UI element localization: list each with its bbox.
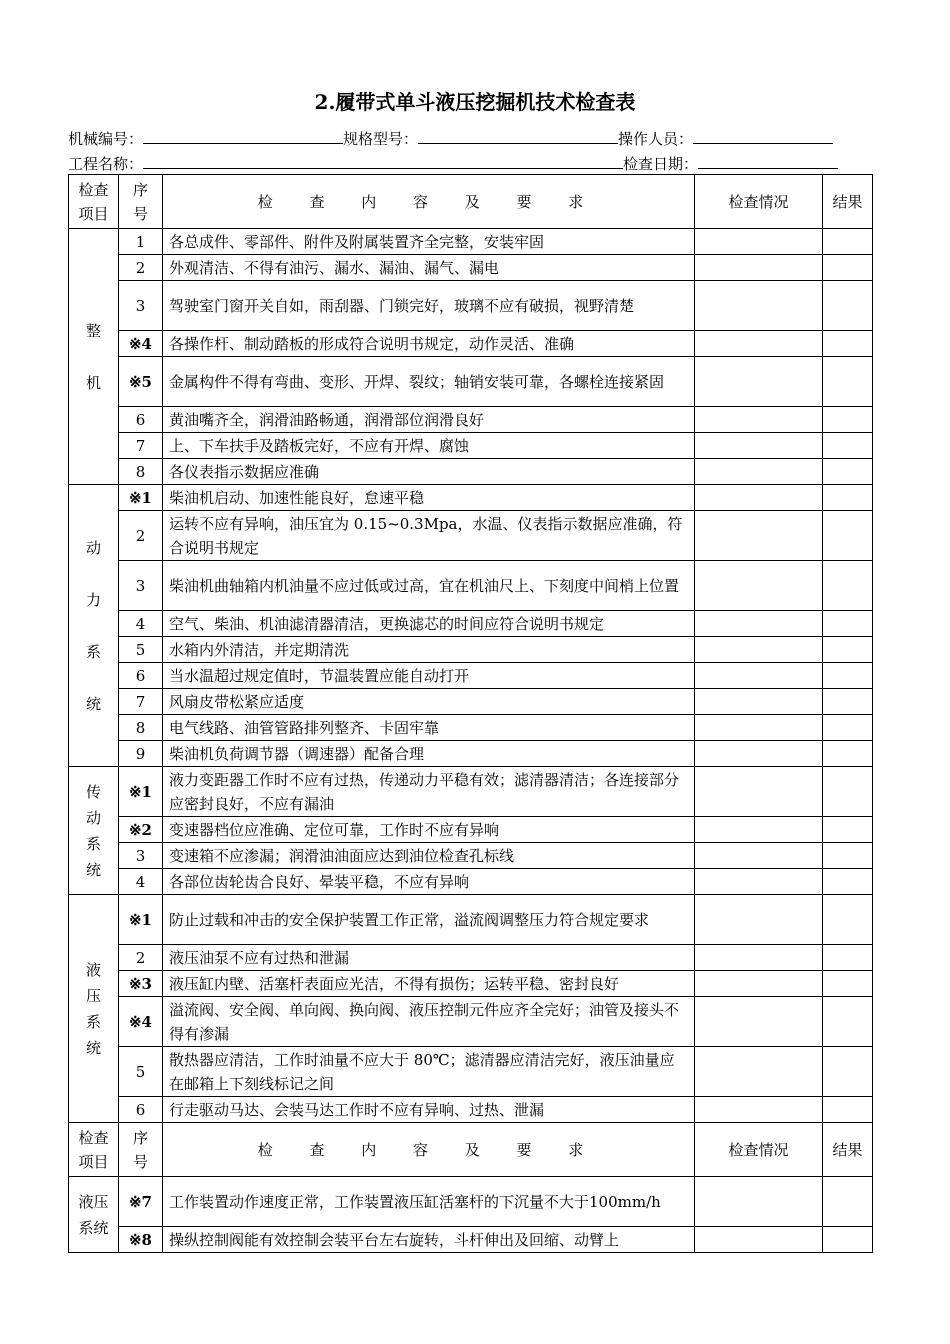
check-status-cell[interactable]: [695, 767, 823, 817]
meta-row-1: [68, 128, 833, 149]
table-row: [69, 895, 873, 945]
check-status-cell[interactable]: [695, 611, 823, 637]
item-number: ※3: [119, 971, 163, 997]
check-status-cell[interactable]: [695, 1177, 823, 1227]
page-title: 2.履带式单斗液压挖掘机技术检查表: [314, 90, 636, 114]
check-status-cell[interactable]: [695, 741, 823, 767]
model-field[interactable]: [418, 129, 618, 144]
item-requirement: 操纵控制阀能有效控制会装平台左右旋转，斗杆伸出及回缩、动臂上: [163, 1227, 695, 1253]
table-header-repeat: [69, 1123, 873, 1177]
category-hyd: 液 压 系 统: [69, 895, 119, 1123]
table-row: [69, 229, 873, 255]
result-cell[interactable]: [823, 407, 873, 433]
header-status: 检查情况: [695, 1123, 823, 1177]
result-cell[interactable]: [823, 433, 873, 459]
item-number: ※1: [119, 485, 163, 511]
item-number: 8: [119, 715, 163, 741]
item-number: ※1: [119, 895, 163, 945]
result-cell[interactable]: [823, 561, 873, 611]
check-status-cell[interactable]: [695, 229, 823, 255]
result-cell[interactable]: [823, 895, 873, 945]
table-row: [69, 485, 873, 511]
header-item: 检查 项目: [69, 1123, 119, 1177]
table-row: [69, 511, 873, 561]
item-number: ※2: [119, 817, 163, 843]
check-date-label: 检查日期：: [623, 155, 699, 173]
result-cell[interactable]: [823, 971, 873, 997]
check-status-cell[interactable]: [695, 1047, 823, 1097]
check-status-cell[interactable]: [695, 945, 823, 971]
table-row: [69, 611, 873, 637]
item-requirement: 工作装置动作速度正常，工作装置液压缸活塞杆的下沉量不大于100mm/h: [163, 1177, 695, 1227]
machine-no-field[interactable]: [143, 129, 343, 144]
table-row: [69, 561, 873, 611]
item-number: 1: [119, 229, 163, 255]
result-cell[interactable]: [823, 611, 873, 637]
table-row: [69, 843, 873, 869]
result-cell[interactable]: [823, 997, 873, 1047]
item-requirement: 行走驱动马达、会装马达工作时不应有异响、过热、泄漏: [163, 1097, 695, 1123]
project-label: 工程名称：: [68, 155, 144, 173]
table-row: [69, 971, 873, 997]
check-status-cell[interactable]: [695, 407, 823, 433]
machine-no-label: 机械编号：: [68, 130, 144, 148]
result-cell[interactable]: [823, 817, 873, 843]
item-number: 2: [119, 511, 163, 561]
result-cell[interactable]: [823, 511, 873, 561]
item-requirement: 变速箱不应渗漏；润滑油油面应达到油位检查孔标线: [163, 843, 695, 869]
table-row: [69, 1177, 873, 1227]
table-row: [69, 331, 873, 357]
result-cell[interactable]: [823, 689, 873, 715]
operator-field[interactable]: [693, 129, 833, 144]
project-field[interactable]: [143, 154, 623, 169]
table-row: [69, 689, 873, 715]
item-requirement: 黄油嘴齐全，润滑油路畅通，润滑部位润滑良好: [163, 407, 695, 433]
check-status-cell[interactable]: [695, 281, 823, 331]
item-number: ※7: [119, 1177, 163, 1227]
item-number: ※4: [119, 997, 163, 1047]
item-number: 4: [119, 611, 163, 637]
item-number: 5: [119, 637, 163, 663]
result-cell[interactable]: [823, 331, 873, 357]
inspection-table: [68, 174, 873, 1253]
item-requirement: 各总成件、零部件、附件及附属装置齐全完整，安装牢固: [163, 229, 695, 255]
item-requirement: 柴油机负荷调节器（调速器）配备合理: [163, 741, 695, 767]
table-row: [69, 433, 873, 459]
header-seq: 序 号: [119, 175, 163, 229]
model-label: 规格型号：: [343, 130, 419, 148]
item-requirement: 当水温超过规定值时，节温装置应能自动打开: [163, 663, 695, 689]
item-number: 3: [119, 281, 163, 331]
item-requirement: 溢流阀、安全阀、单向阀、换向阀、液压控制元件应齐全完好；油管及接头不得有渗漏: [163, 997, 695, 1047]
table-row: [69, 741, 873, 767]
result-cell[interactable]: [823, 945, 873, 971]
item-requirement: 液压油泵不应有过热和泄漏: [163, 945, 695, 971]
item-requirement: 各仪表指示数据应准确: [163, 459, 695, 485]
item-number: 4: [119, 869, 163, 895]
item-number: 7: [119, 689, 163, 715]
check-status-cell[interactable]: [695, 485, 823, 511]
result-cell[interactable]: [823, 741, 873, 767]
table-row: [69, 817, 873, 843]
item-number: 6: [119, 663, 163, 689]
result-cell[interactable]: [823, 255, 873, 281]
item-requirement: 电气线路、油管管路排列整齐、卡固牢靠: [163, 715, 695, 741]
item-requirement: 防止过载和冲击的安全保护装置工作正常，溢流阀调整压力符合规定要求: [163, 895, 695, 945]
check-status-cell[interactable]: [695, 971, 823, 997]
item-number: ※4: [119, 331, 163, 357]
category-hyd2: 液压 系统: [69, 1177, 119, 1253]
check-status-cell[interactable]: [695, 637, 823, 663]
result-cell[interactable]: [823, 715, 873, 741]
check-status-cell[interactable]: [695, 843, 823, 869]
check-status-cell[interactable]: [695, 689, 823, 715]
item-requirement: 风扇皮带松紧应适度: [163, 689, 695, 715]
result-cell[interactable]: [823, 1047, 873, 1097]
header-result: 结果: [823, 1123, 873, 1177]
header-item: 检查 项目: [69, 175, 119, 229]
item-number: 3: [119, 843, 163, 869]
table-row: [69, 1097, 873, 1123]
table-row: [69, 663, 873, 689]
item-number: 2: [119, 255, 163, 281]
category-whole: 整 机: [69, 229, 119, 485]
item-requirement: 散热器应清洁，工作时油量不应大于 80℃；滤清器应清洁完好，液压油量应在邮箱上下刻线标记之间: [163, 1047, 695, 1097]
check-status-cell[interactable]: [695, 1227, 823, 1253]
check-status-cell[interactable]: [695, 715, 823, 741]
category-power: 动 力 系 统: [69, 485, 119, 767]
item-number: 5: [119, 1047, 163, 1097]
result-cell[interactable]: [823, 637, 873, 663]
item-requirement: 金属构件不得有弯曲、变形、开焊、裂纹；轴销安装可靠，各螺栓连接紧固: [163, 357, 695, 407]
item-number: 3: [119, 561, 163, 611]
item-requirement: 柴油机启动、加速性能良好，怠速平稳: [163, 485, 695, 511]
result-cell[interactable]: [823, 869, 873, 895]
item-requirement: 液压缸内壁、活塞杆表面应光洁，不得有损伤；运转平稳、密封良好: [163, 971, 695, 997]
table-row: [69, 715, 873, 741]
check-status-cell[interactable]: [695, 817, 823, 843]
item-requirement: 变速器档位应准确、定位可靠，工作时不应有异响: [163, 817, 695, 843]
check-status-cell[interactable]: [695, 255, 823, 281]
item-requirement: 运转不应有异响，油压宜为 0.15~0.3Mpa，水温、仪表指示数据应准确，符合说明书规定: [163, 511, 695, 561]
result-cell[interactable]: [823, 485, 873, 511]
item-number: 2: [119, 945, 163, 971]
result-cell[interactable]: [823, 1227, 873, 1253]
table-row: [69, 357, 873, 407]
table-row: [69, 1227, 873, 1253]
check-status-cell[interactable]: [695, 511, 823, 561]
check-status-cell[interactable]: [695, 357, 823, 407]
result-cell[interactable]: [823, 663, 873, 689]
item-requirement: 空气、柴油、机油滤清器清洁，更换滤芯的时间应符合说明书规定: [163, 611, 695, 637]
item-number: ※8: [119, 1227, 163, 1253]
table-row: [69, 869, 873, 895]
table-row: [69, 407, 873, 433]
check-status-cell[interactable]: [695, 895, 823, 945]
result-cell[interactable]: [823, 357, 873, 407]
item-number: 6: [119, 407, 163, 433]
table-row: [69, 281, 873, 331]
check-status-cell[interactable]: [695, 331, 823, 357]
check-status-cell[interactable]: [695, 663, 823, 689]
item-number: 8: [119, 459, 163, 485]
table-row: [69, 997, 873, 1047]
table-row: [69, 945, 873, 971]
item-requirement: 外观清洁、不得有油污、漏水、漏油、漏气、漏电: [163, 255, 695, 281]
header-result: 结果: [823, 175, 873, 229]
item-requirement: 柴油机曲轴箱内机油量不应过低或过高，宜在机油尺上、下刻度中间梢上位置: [163, 561, 695, 611]
result-cell[interactable]: [823, 281, 873, 331]
item-number: 6: [119, 1097, 163, 1123]
header-status: 检查情况: [695, 175, 823, 229]
item-number: 9: [119, 741, 163, 767]
item-requirement: 驾驶室门窗开关自如，雨刮器、门锁完好，玻璃不应有破损，视野清楚: [163, 281, 695, 331]
item-requirement: 水箱内外清洁，并定期清洗: [163, 637, 695, 663]
operator-label: 操作人员：: [618, 130, 694, 148]
table-header: [69, 175, 873, 229]
item-requirement: 各部位齿轮齿合良好、晕装平稳，不应有异响: [163, 869, 695, 895]
result-cell[interactable]: [823, 843, 873, 869]
item-requirement: 各操作杆、制动踏板的形成符合说明书规定，动作灵活、准确: [163, 331, 695, 357]
table-row: [69, 637, 873, 663]
header-content: 检 查 内 容 及 要 求: [163, 175, 695, 229]
result-cell[interactable]: [823, 459, 873, 485]
check-status-cell[interactable]: [695, 997, 823, 1047]
table-row: [69, 255, 873, 281]
check-status-cell[interactable]: [695, 459, 823, 485]
category-trans: 传 动 系 统: [69, 767, 119, 895]
item-number: ※5: [119, 357, 163, 407]
item-number: ※1: [119, 767, 163, 817]
result-cell[interactable]: [823, 767, 873, 817]
check-status-cell[interactable]: [695, 869, 823, 895]
meta-row-2: [68, 153, 838, 174]
table-row: [69, 767, 873, 817]
check-status-cell[interactable]: [695, 433, 823, 459]
header-seq: 序 号: [119, 1123, 163, 1177]
check-status-cell[interactable]: [695, 561, 823, 611]
check-status-cell[interactable]: [695, 1097, 823, 1123]
header-content: 检 查 内 容 及 要 求: [163, 1123, 695, 1177]
item-requirement: 液力变距器工作时不应有过热，传递动力平稳有效；滤清器清洁；各连接部分应密封良好，不应有漏油: [163, 767, 695, 817]
table-row: [69, 459, 873, 485]
result-cell[interactable]: [823, 229, 873, 255]
item-number: 7: [119, 433, 163, 459]
check-date-field[interactable]: [698, 154, 838, 169]
result-cell[interactable]: [823, 1097, 873, 1123]
table-row: [69, 1047, 873, 1097]
result-cell[interactable]: [823, 1177, 873, 1227]
item-requirement: 上、下车扶手及踏板完好，不应有开焊、腐蚀: [163, 433, 695, 459]
